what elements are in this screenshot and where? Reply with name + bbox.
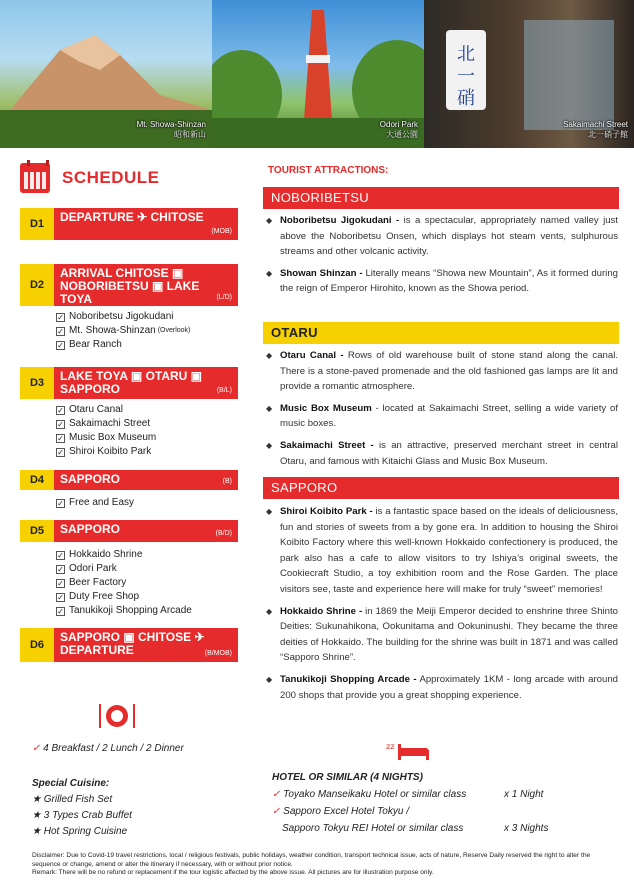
disclaimer: Disclaimer: Due to Covid-19 travel restrictions, local / religious festivals, public holidays, weather condition, transport technical issue, acts of nature, Reserve Daily reserved the right to alter the sequence or change, amend or alter the itinerary if necessary, with or without prior notice. Remark: There will be no refund or replacement if the tour logistic affected by the above issue. All pictures are for illustration purpose only. — [32, 852, 591, 877]
list-item: ◆ Shiroi Koibito Park - is a fantastic space based on the ideals of deliciousness, fun and stories of sweets from a by gone era. In addition to housing the Shiroi Koibito Factory where this well-known Hokkaido confectionery is produced, the park also has a cafe to allow visitors to try Ishiya’s original sweets, the Cookiecraft Studio, a toy exhibition room and the Rose Garden. The place visitors see, taste and experience here will make for truly “sweet” memories! — [266, 504, 618, 598]
list-item: ◆ Hokkaido Shrine - in 1869 the Meiji Emperor decided to enshrine three Shinto Deities: Sukunahikona, Ookunitama and Ookuninushi. They became the three deities of Hokkaido. The building for the shrine was built in 1871 and was called “Sapporo Shrine”. — [266, 604, 618, 666]
sapporo-list — [266, 504, 618, 709]
attractions-title: TOURIST ATTRACTIONS: — [268, 165, 389, 176]
meal-code: (B) — [222, 478, 232, 485]
day-title: SAPPORO ▣ CHITOSE ✈ DEPARTURE (B/MOB) — [54, 628, 238, 662]
day-number: D6 — [20, 628, 54, 662]
list-item: ★ 3 Types Crab Buffet — [32, 810, 132, 821]
svg-text:硝: 硝 — [457, 88, 475, 109]
check-icon: ✓ — [272, 806, 284, 817]
svg-text:zz: zz — [386, 742, 395, 751]
list-item: ◆ Tanukikoji Shopping Arcade - Approximately 1KM - long arcade with around 200 shops that provide you a great shopping experience. — [266, 672, 618, 703]
day-number: D3 — [20, 367, 54, 399]
otaru-list — [266, 348, 618, 475]
bed-icon — [384, 740, 432, 762]
check-icon: ✓ — [32, 743, 41, 754]
meal-code: (MOB) — [211, 228, 232, 235]
region-header-noboribetsu: NOBORIBETSU — [263, 187, 619, 209]
list-item: ★ Grilled Fish Set — [32, 794, 113, 805]
noboribetsu-list — [266, 213, 618, 303]
day-4 — [20, 470, 238, 510]
list-item: ◆ Noboribetsu Jigokudani - is a spectacular, appropriately named valley just above the Noboribetsu Onsen, which displays hot steam vents, sulphurous streams and other volcanic activity. — [266, 213, 618, 260]
region-header-sapporo: SAPPORO — [263, 477, 619, 499]
cuisine-title: Special Cuisine: — [32, 778, 110, 789]
day-number: D5 — [20, 520, 54, 542]
hotel-row: Sapporo Tokyu REI Hotel or similar class — [282, 823, 464, 834]
photo-caption: Mt. Showa-Shinzan 昭和新山 — [136, 120, 206, 139]
day-number: D4 — [20, 470, 54, 490]
day-title: SAPPORO (B/D) — [54, 520, 238, 542]
list-item: ✓ Odori Park — [57, 563, 117, 574]
list-item: ✓ Noboribetsu Jigokudani — [57, 311, 174, 322]
list-item: ◆ Otaru Canal - Rows of old warehouse built of stone stand along the canal. There is a stone-paved promenade and the old fashioned gas lamps are lit and provide a romantic atmosphere. — [266, 348, 618, 395]
day-2 — [20, 264, 238, 352]
hotel-row: ✓ Sapporo Excel Hotel Tokyu / — [272, 806, 409, 817]
photo-mt-showa-shinzan — [0, 0, 212, 148]
day-number: D1 — [20, 208, 54, 240]
photo-sakaimachi-street — [424, 0, 634, 148]
checkbox-icon: ✓ — [57, 326, 64, 336]
checkbox-icon: ✓ — [57, 606, 64, 616]
hotel-title: HOTEL OR SIMILAR (4 NIGHTS) — [272, 772, 423, 783]
list-item: ✓ Shiroi Koibito Park — [57, 446, 152, 457]
meal-code: (L/D) — [216, 294, 232, 301]
meal-code: (B/L) — [216, 387, 232, 394]
list-item: ★ Hot Spring Cuisine — [32, 826, 128, 837]
checkbox-icon: ✓ — [57, 578, 64, 588]
checkbox-icon: ✓ — [57, 564, 64, 574]
list-item: ✓ Tanukikoji Shopping Arcade — [57, 605, 192, 616]
meal-code: (B/MOB) — [204, 650, 232, 657]
svg-text:一: 一 — [457, 66, 475, 87]
day-3 — [20, 367, 238, 459]
photo-strip — [0, 0, 634, 148]
special-cuisine — [32, 776, 132, 840]
checkbox-icon: ✓ — [57, 340, 64, 350]
list-item: ✓ Otaru Canal — [57, 404, 123, 415]
checkbox-icon: ✓ — [57, 433, 64, 443]
checkbox-icon: ✓ — [57, 312, 64, 322]
list-item: ✓ Bear Ranch — [57, 339, 122, 350]
photo-odori-park — [212, 0, 424, 148]
checkbox-icon: ✓ — [57, 592, 64, 602]
region-header-otaru: OTARU — [263, 322, 619, 344]
checkbox-icon: ✓ — [57, 419, 64, 429]
day-5 — [20, 520, 238, 618]
checkbox-icon: ✓ — [57, 405, 64, 415]
list-item: ✓ Duty Free Shop — [57, 591, 140, 602]
hotel-row: ✓ Toyako Manseikaku Hotel or similar class — [272, 789, 467, 800]
list-item: ✓ Mt. Showa-Shinzan (Overlook) — [57, 325, 191, 336]
meal-summary: ✓ 4 Breakfast / 2 Lunch / 2 Dinner — [32, 743, 184, 754]
day-number: D2 — [20, 264, 54, 306]
hotel-nights: x 3 Nights — [504, 823, 549, 834]
day-title: ARRIVAL CHITOSE ▣ NOBORIBETSU ▣ LAKE TOYA (L/D) — [54, 264, 238, 306]
photo-caption: Sakaimachi Street 北一硝子館 — [563, 120, 628, 139]
day-1 — [20, 208, 238, 240]
list-item: ◆ Music Box Museum - located at Sakaimachi Street, selling a wide variety of music boxes. — [266, 401, 618, 432]
list-item: ◆ Sakaimachi Street - is an attractive, preserved merchant street in central Otaru, and famous with Kitaichi Glass and Music Box Museum. — [266, 438, 618, 469]
hotel-nights: x 1 Night — [504, 789, 544, 800]
schedule-header — [20, 163, 160, 193]
checkbox-icon: ✓ — [57, 498, 64, 508]
list-item: ✓ Beer Factory — [57, 577, 127, 588]
day-6 — [20, 628, 238, 662]
calendar-icon — [20, 163, 50, 193]
day-title: LAKE TOYA ▣ OTARU ▣ SAPPORO (B/L) — [54, 367, 238, 399]
list-item: ✓ Free and Easy — [57, 497, 135, 508]
photo-caption: Odori Park 大通公園 — [379, 120, 418, 139]
schedule-title: SCHEDULE — [62, 168, 160, 187]
list-item: ✓ Hokkaido Shrine — [57, 549, 143, 560]
day-title: DEPARTURE ✈ CHITOSE (MOB) — [54, 208, 238, 240]
checkbox-icon: ✓ — [57, 550, 64, 560]
list-item: ◆ Showan Shinzan - Literally means “Showa new Mountain”, As it formed during the reign of Emperor Hirohito, known as the Showa period. — [266, 266, 618, 297]
check-icon: ✓ — [272, 789, 284, 800]
list-item: ✓ Sakaimachi Street — [57, 418, 151, 429]
list-item: ✓ Music Box Museum — [57, 432, 157, 443]
checkbox-icon: ✓ — [57, 447, 64, 457]
svg-text:北: 北 — [457, 44, 475, 65]
meal-code: (B/D) — [215, 530, 232, 537]
meal-icon — [97, 701, 137, 731]
day-title: SAPPORO (B) — [54, 470, 238, 490]
